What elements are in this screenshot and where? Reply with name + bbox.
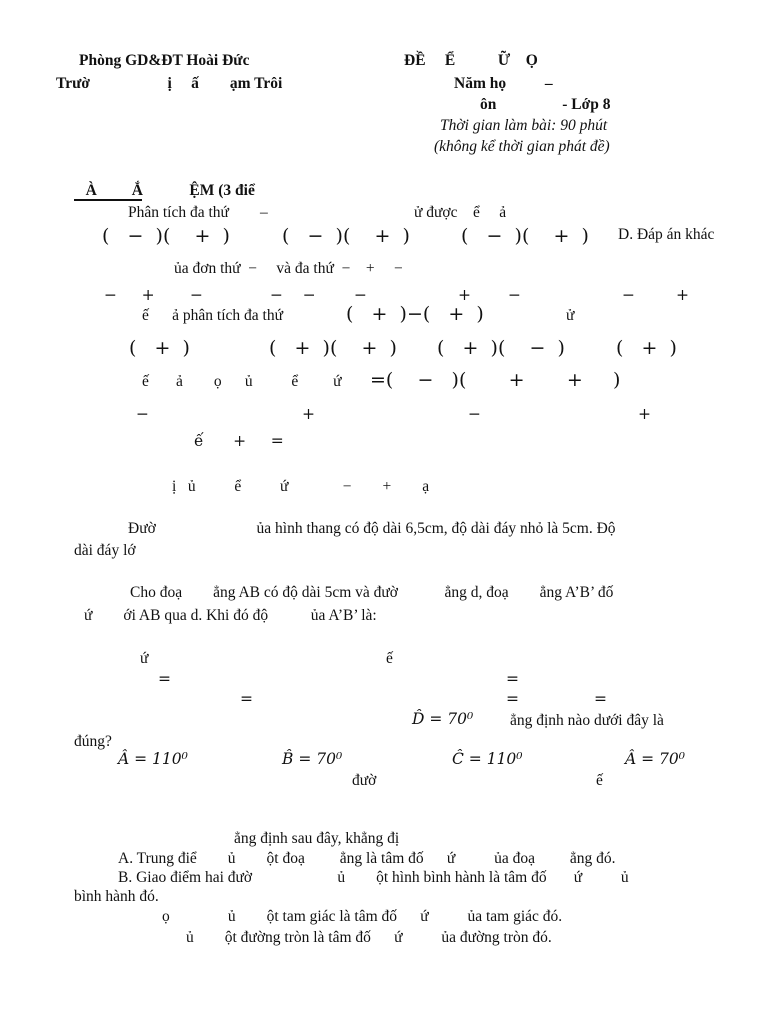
- question-9-option-a: =: [158, 670, 171, 688]
- question-3-option-a: ( + ): [129, 337, 190, 359]
- question-1-stem-end: ử được ể ả: [414, 204, 507, 221]
- exam-duration: Thời gian làm bài: 90 phút: [440, 117, 608, 134]
- question-8-line-1: Cho đoạ ẳng AB có độ dài 5cm và đườ ẳng d, đoạ ẳng A’B’ đố: [130, 584, 614, 601]
- question-10-line-2: đúng?: [74, 733, 112, 750]
- question-1-stem: Phân tích đa thứ –: [128, 204, 268, 221]
- question-7-line-2: dài đáy lớ: [74, 542, 136, 559]
- question-9-option-d: =: [506, 690, 519, 708]
- question-9-option-c: =: [240, 690, 253, 708]
- question-11-option-d: ủ ột đường tròn là tâm đố ứ ủa đường tròn đó.: [186, 929, 552, 946]
- question-4-option-b: +: [302, 405, 315, 423]
- question-10-option-a: Â = 110⁰: [118, 750, 188, 768]
- question-2-option-b-2: −: [354, 286, 367, 304]
- question-7-line-1: Đườ ủa hình thang có độ dài 6,5cm, độ dài đáy nhỏ là 5cm. Độ: [128, 520, 616, 537]
- question-11-option-b-2: bình hành đó.: [74, 888, 159, 905]
- question-10-option-c: Ĉ = 110⁰: [452, 750, 523, 768]
- question-4-option-a: −: [136, 405, 149, 423]
- question-3-expression: ( + )−( + ): [346, 303, 484, 325]
- question-1-option-a: ( − )( + ): [102, 225, 230, 247]
- question-10-angle: D̂ = 70⁰: [412, 710, 474, 728]
- question-2-option-c: +: [458, 286, 471, 304]
- question-11-stem: ẳng định sau đây, khẳng đị: [234, 830, 400, 847]
- question-2-option-a-2: −: [190, 286, 203, 304]
- question-11-option-a: A. Trung điể ủ ột đoạ ẳng là tâm đố ứ ủa đoạ ẳng đó.: [118, 850, 616, 867]
- question-3-option-c: ( + )( − ): [437, 337, 565, 359]
- question-1-option-d: D. Đáp án khác: [618, 226, 715, 243]
- question-2-option-d-2: +: [676, 286, 689, 304]
- question-10-option-d: Â = 70⁰: [625, 750, 685, 768]
- question-2-option-c-2: −: [508, 286, 521, 304]
- question-10-option-b: B̂ = 70⁰: [282, 750, 343, 768]
- question-5-stem: ế + =: [194, 432, 284, 450]
- question-9-option-e: =: [594, 690, 607, 708]
- question-9-right-fragment: ế: [386, 650, 393, 667]
- question-10-fragment-left: đườ: [352, 772, 377, 789]
- question-4-expression: =( − )( + + ): [370, 369, 621, 391]
- question-9-option-b: =: [506, 670, 519, 688]
- question-1-option-c: ( − )( + ): [461, 225, 589, 247]
- question-1-option-b: ( − )( + ): [282, 225, 410, 247]
- department-name: Phòng GD&ĐT Hoài Đức: [79, 52, 250, 69]
- question-3-stem-end: ử: [566, 307, 575, 324]
- question-2-stem: ủa đơn thứ − và đa thứ − + −: [174, 260, 403, 277]
- question-4-option-d: +: [638, 405, 651, 423]
- question-10-fragment-right: ế: [596, 772, 603, 789]
- question-9-left-fragment: ứ: [140, 650, 149, 667]
- question-10-stem-end: ẳng định nào dưới đây là: [510, 712, 664, 729]
- school-name: Trườ ị ấ ạm Trôi: [56, 75, 283, 92]
- subject-grade: ôn - Lớp 8: [480, 96, 611, 113]
- question-11-option-c: ọ ủ ột tam giác là tâm đố ứ ủa tam giác đó.: [162, 908, 563, 925]
- question-3-stem: ế ả phân tích đa thứ: [142, 307, 283, 324]
- section-heading: À Ắ ỆM (3 điể: [74, 182, 255, 199]
- question-6-stem: ị ủ ể ứ − + ạ: [172, 478, 430, 495]
- question-3-option-d: ( + ): [616, 337, 677, 359]
- question-8-line-2: ứ ới AB qua d. Khi đó độ ủa A’B’ là:: [84, 607, 377, 624]
- exam-duration-note: (không kể thời gian phát đề): [434, 138, 610, 155]
- question-4-stem: ế ả ọ ủ ể ứ: [142, 373, 342, 390]
- question-2-option-a: − +: [104, 286, 155, 304]
- question-3-option-b: ( + )( + ): [269, 337, 397, 359]
- question-2-option-d: −: [622, 286, 635, 304]
- school-year: Năm họ –: [454, 75, 553, 92]
- question-11-option-b: B. Giao điểm hai đườ ủ ột hình bình hành là tâm đố ứ ủ: [118, 869, 629, 886]
- question-2-option-b: − −: [270, 286, 316, 304]
- question-4-option-c: −: [468, 405, 481, 423]
- exam-title: ĐỀ Ể Ữ Ọ: [404, 52, 538, 69]
- heading-underline: [74, 199, 142, 201]
